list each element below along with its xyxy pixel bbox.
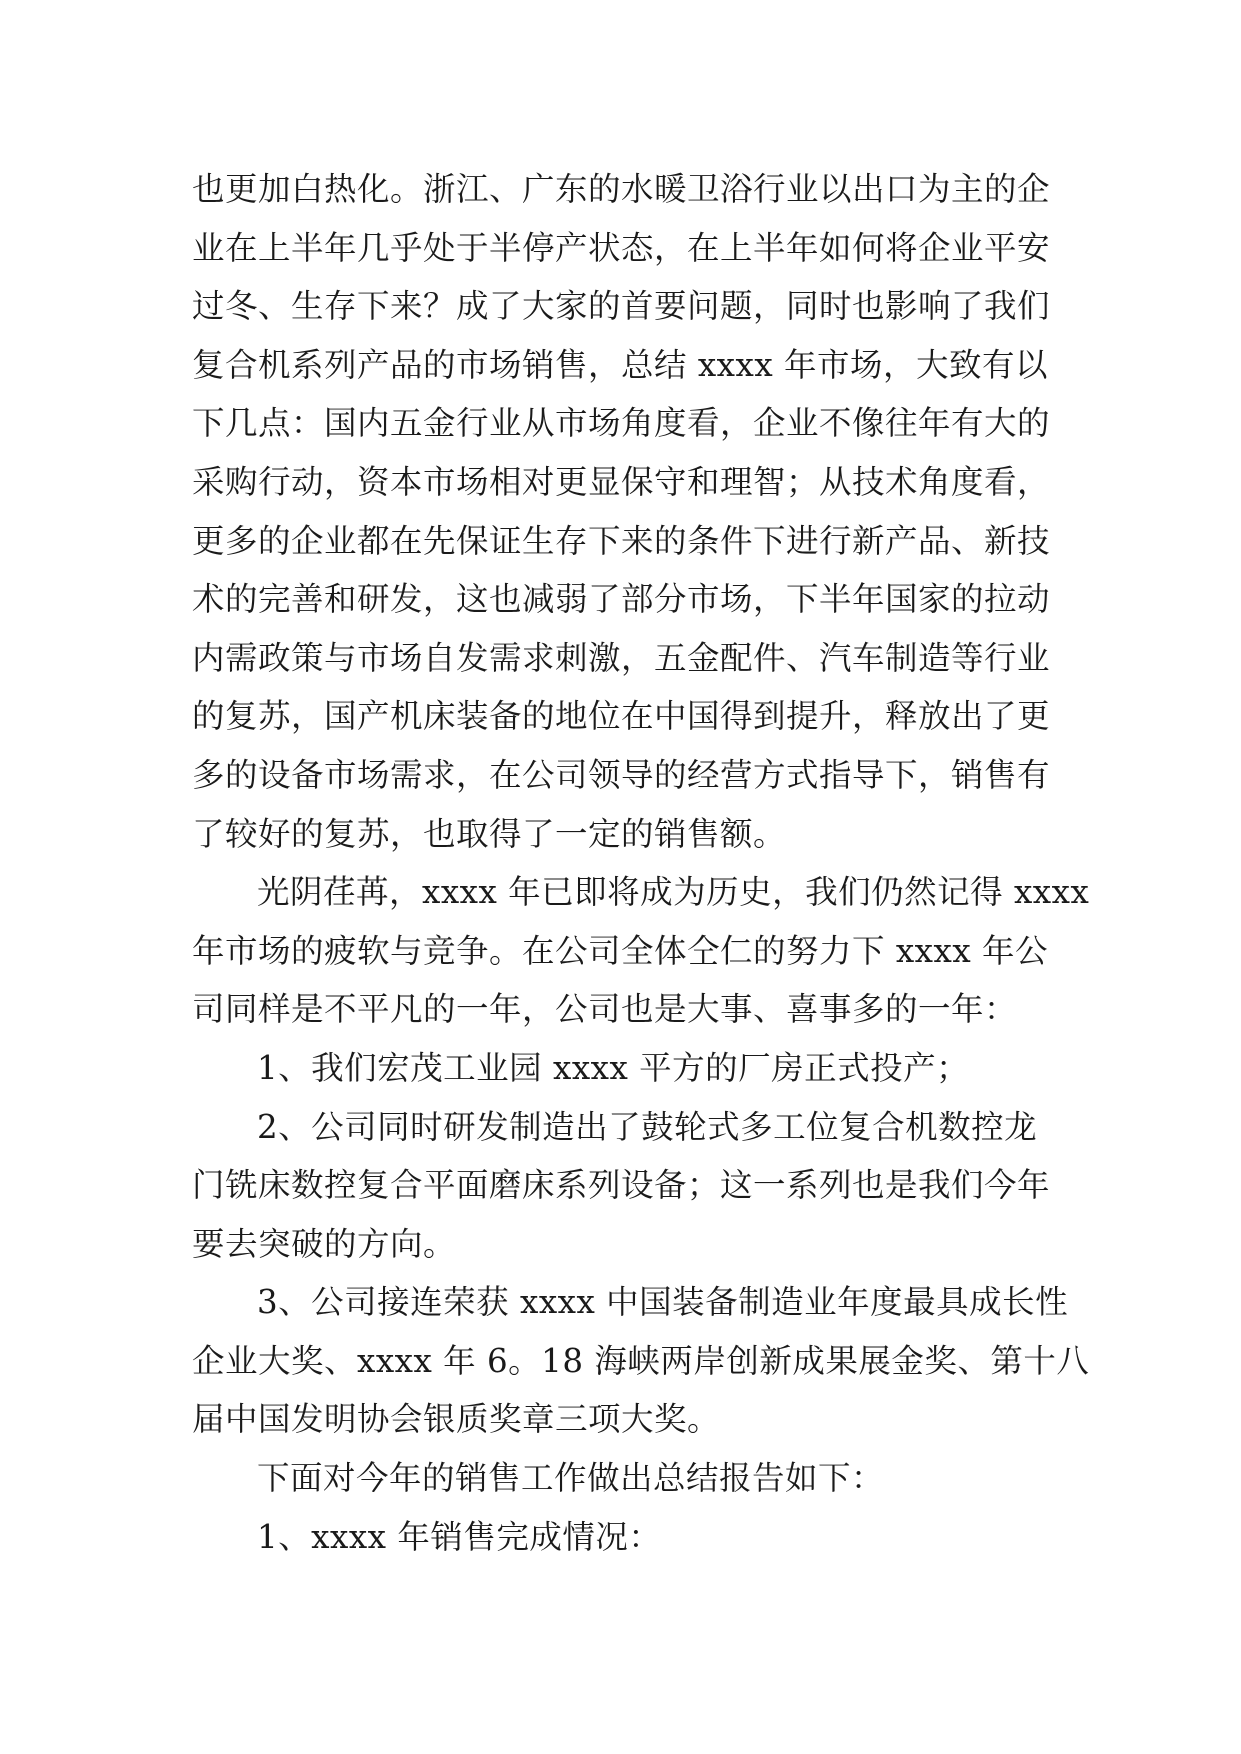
body-text <box>192 160 1090 1566</box>
text-line: 术的完善和研发，这也减弱了部分市场，下半年国家的拉动 <box>192 580 1051 619</box>
text-line: 光阴荏苒，xxxx 年已即将成为历史，我们仍然记得 xxxx <box>257 873 1090 912</box>
text-line: 的复苏，国产机床装备的地位在中国得到提升，释放出了更 <box>192 697 1051 736</box>
text-line: 届中国发明协会银质奖章三项大奖。 <box>192 1400 721 1439</box>
text-line: 过冬、生存下来？成了大家的首要问题，同时也影响了我们 <box>192 287 1051 326</box>
text-line: 1、我们宏茂工业园 xxxx 平方的厂房正式投产； <box>257 1048 970 1087</box>
text-line: 2、公司同时研发制造出了鼓轮式多工位复合机数控龙 <box>257 1107 1038 1146</box>
text-line: 内需政策与市场自发需求刺激，五金配件、汽车制造等行业 <box>192 638 1051 677</box>
text-line: 下几点：国内五金行业从市场角度看，企业不像往年有大的 <box>192 404 1051 443</box>
text-line: 更多的企业都在先保证生存下来的条件下进行新产品、新技 <box>192 521 1051 560</box>
text-line: 要去突破的方向。 <box>192 1224 457 1263</box>
text-line: 司同样是不平凡的一年，公司也是大事、喜事多的一年： <box>192 990 1018 1029</box>
text-line: 复合机系列产品的市场销售，总结 xxxx 年市场，大致有以 <box>192 345 1048 384</box>
text-line: 企业大奖、xxxx 年 6。18 海峡两岸创新成果展金奖、第十八 <box>192 1341 1090 1380</box>
text-line: 年市场的疲软与竞争。在公司全体仝仁的努力下 xxxx 年公 <box>192 931 1048 970</box>
text-line: 多的设备市场需求，在公司领导的经营方式指导下，销售有 <box>192 755 1051 794</box>
text-line: 采购行动，资本市场相对更显保守和理智；从技术角度看， <box>192 462 1051 501</box>
text-line: 下面对今年的销售工作做出总结报告如下： <box>257 1459 885 1498</box>
text-line: 1、xxxx 年销售完成情况： <box>257 1517 662 1556</box>
text-line: 业在上半年几乎处于半停产状态，在上半年如何将企业平安 <box>192 228 1051 267</box>
text-line: 了较好的复苏，也取得了一定的销售额。 <box>192 814 787 853</box>
text-line: 也更加白热化。浙江、广东的水暖卫浴行业以出口为主的企 <box>192 170 1051 208</box>
text-line: 门铣床数控复合平面磨床系列设备；这一系列也是我们今年 <box>192 1166 1051 1205</box>
text-line: 3、公司接连荣获 xxxx 中国装备制造业年度最具成长性 <box>257 1283 1069 1322</box>
